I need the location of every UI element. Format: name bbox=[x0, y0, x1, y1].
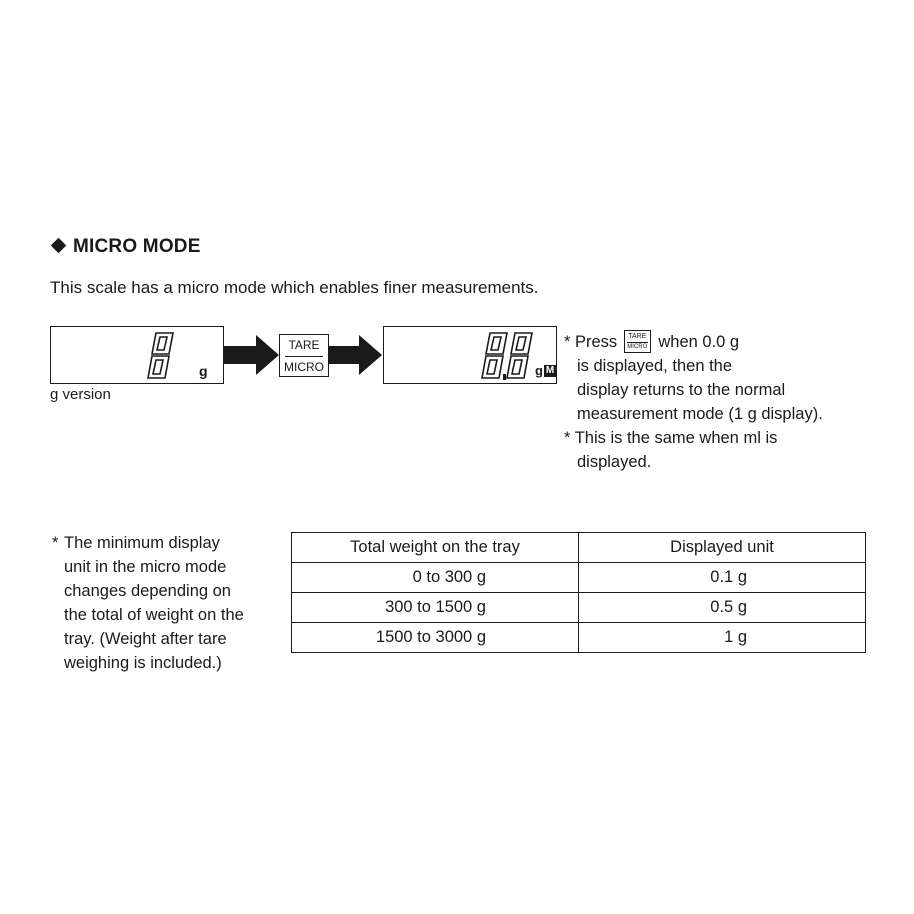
tare-micro-key-icon bbox=[624, 330, 651, 353]
table-cell: 1500 to 3000 g bbox=[292, 623, 579, 653]
lcd-unit-label: g bbox=[199, 363, 208, 379]
note-line bbox=[564, 330, 894, 354]
table-cell: 0.5 g bbox=[579, 593, 866, 623]
note-line: * This is the same when ml is bbox=[564, 429, 778, 447]
note-line: changes depending on bbox=[64, 582, 231, 600]
table-header: Displayed unit bbox=[579, 533, 866, 563]
table-cell: 300 to 1500 g bbox=[292, 593, 579, 623]
g-version-caption: g version bbox=[50, 386, 111, 403]
note-line: The minimum display bbox=[64, 534, 220, 552]
mini-key-bottom: MICRO bbox=[627, 344, 648, 350]
note-line: measurement mode (1 g display). bbox=[577, 405, 823, 423]
note-press-text: * Press bbox=[564, 333, 618, 351]
table-header-row bbox=[292, 533, 866, 563]
intro-text: This scale has a micro mode which enables finer measurements. bbox=[50, 278, 539, 297]
tare-micro-key[interactable] bbox=[279, 334, 329, 377]
note-asterisk: * bbox=[52, 534, 59, 552]
table-header: Total weight on the tray bbox=[292, 533, 579, 563]
note-line: displayed. bbox=[577, 453, 652, 471]
arrow-right-icon bbox=[223, 333, 281, 377]
section-title: MICRO MODE bbox=[73, 236, 201, 257]
micro-mode-notes bbox=[564, 330, 894, 474]
lcd-display-micro bbox=[383, 326, 557, 384]
table-cell: 0.1 g bbox=[579, 563, 866, 593]
tare-key-label: TARE bbox=[288, 338, 320, 352]
lcd-unit-label: g bbox=[535, 363, 543, 378]
note-line: weighing is included.) bbox=[64, 654, 222, 672]
micro-mode-badge: M bbox=[545, 365, 555, 376]
key-divider bbox=[285, 356, 323, 357]
note-line: tray. (Weight after tare bbox=[64, 630, 227, 648]
micro-key-label: MICRO bbox=[284, 360, 324, 374]
note-line: the total of weight on the bbox=[64, 606, 244, 624]
diamond-icon bbox=[51, 238, 67, 254]
display-unit-table bbox=[291, 532, 866, 653]
lcd-digits-zero-point-zero bbox=[384, 327, 558, 385]
arrow-right-icon bbox=[328, 333, 386, 377]
section-heading bbox=[50, 236, 201, 258]
min-display-unit-note bbox=[52, 531, 282, 675]
note-line: is displayed, then the bbox=[577, 357, 733, 375]
note-line: unit in the micro mode bbox=[64, 558, 227, 576]
lcd-display-normal bbox=[50, 326, 224, 384]
table-row bbox=[292, 563, 866, 593]
mini-key-top: TARE bbox=[628, 333, 647, 340]
table-cell: 0 to 300 g bbox=[292, 563, 579, 593]
table-cell: 1 g bbox=[579, 623, 866, 653]
table-row bbox=[292, 593, 866, 623]
table-row bbox=[292, 623, 866, 653]
note-press-rest: when 0.0 g bbox=[658, 333, 740, 351]
note-line: display returns to the normal bbox=[577, 381, 786, 399]
